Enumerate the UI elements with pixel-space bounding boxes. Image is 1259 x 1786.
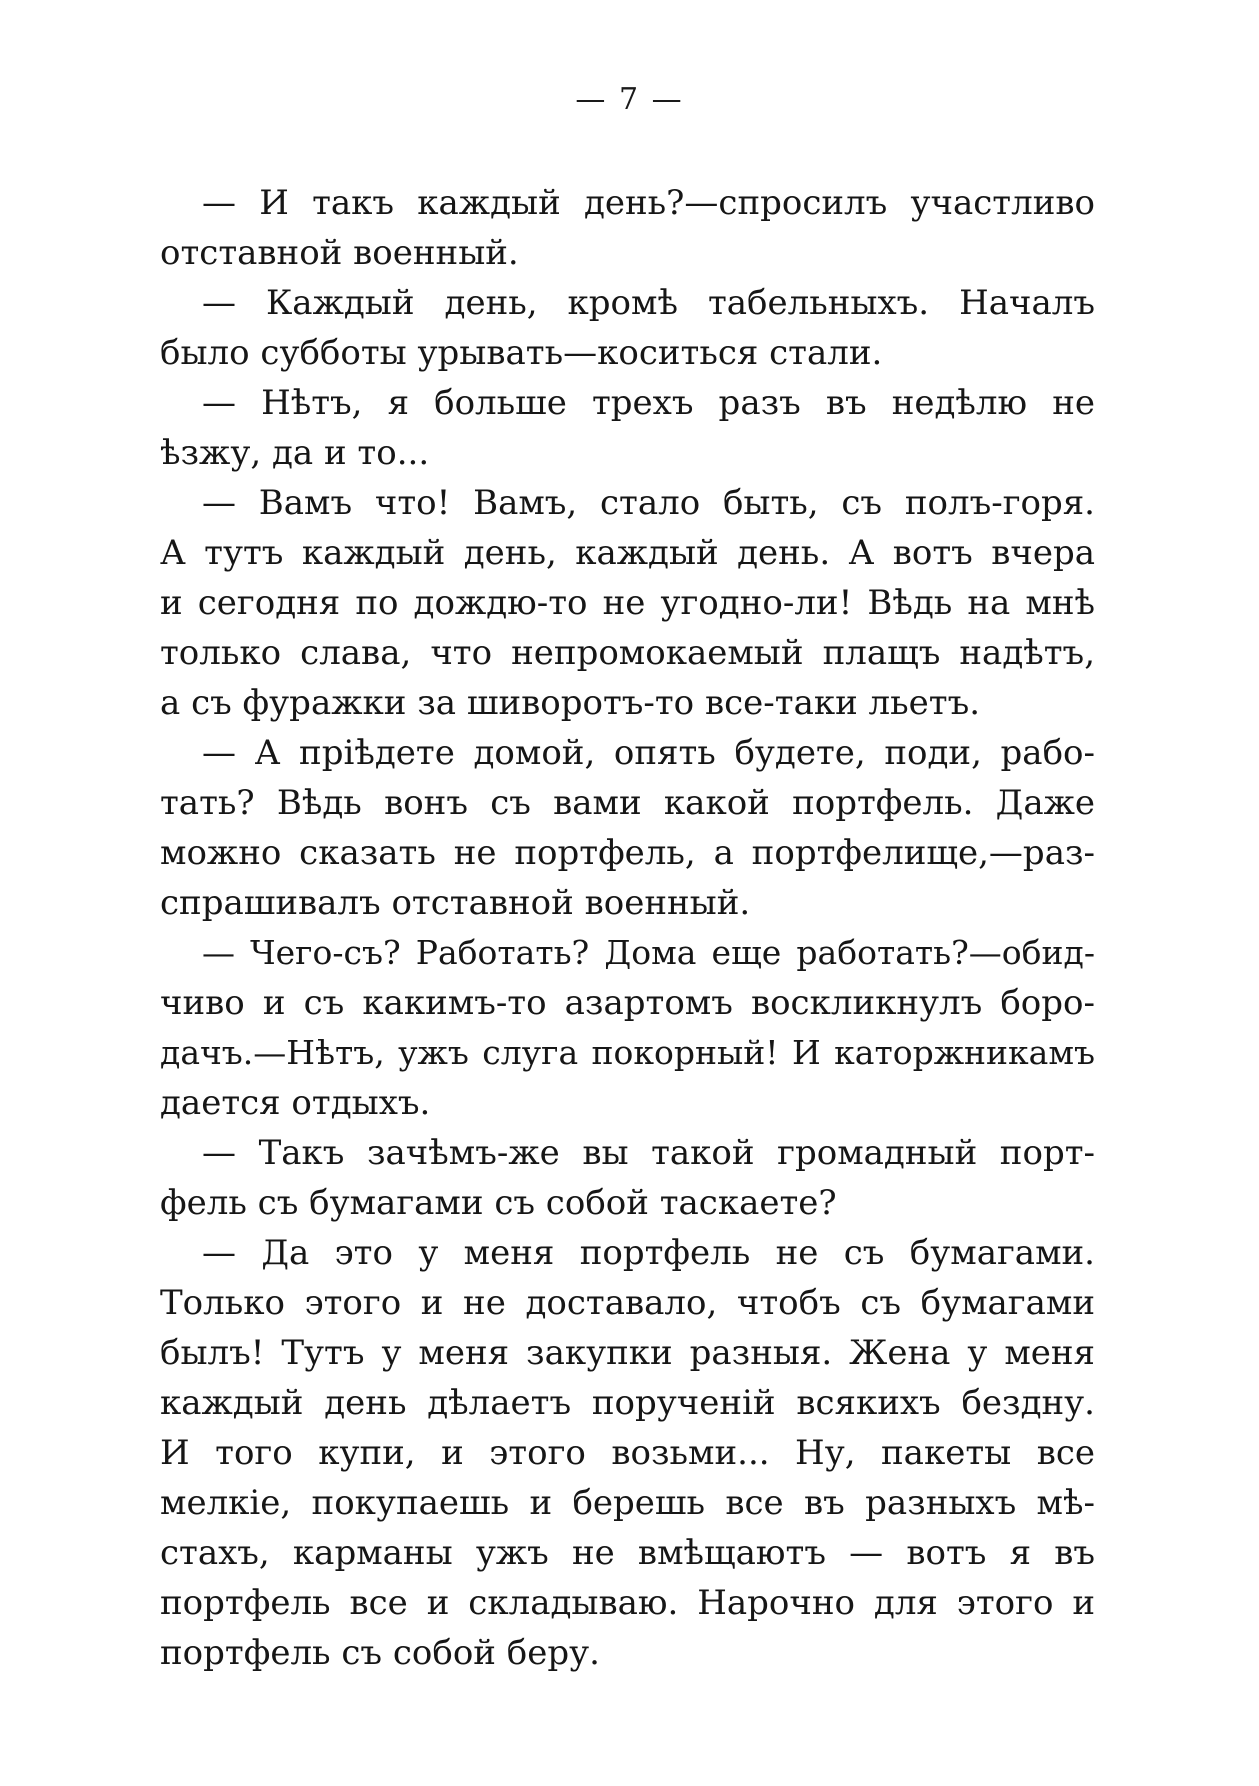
text-line: стахъ, карманы ужъ не вмѣщаютъ — вотъ я въ	[160, 1533, 1095, 1573]
text-line: — А пріѣдете домой, опять будете, поди, рабо-	[202, 733, 1095, 773]
text-line: чиво и съ какимъ-то азартомъ воскликнулъ боро-	[160, 983, 1095, 1023]
text-line: фель съ бумагами съ собой таскаете?	[160, 1183, 837, 1223]
text-line: А тутъ каждый день, каждый день. А вотъ вчера	[160, 533, 1095, 573]
text-line: и сегодня по дождю-то не угодно-ли! Вѣдь на мнѣ	[160, 583, 1095, 623]
text-line: — Вамъ что! Вамъ, стало быть, съ полъ-горя.	[202, 483, 1095, 523]
text-line: — Нѣтъ, я больше трехъ разъ въ недѣлю не	[202, 383, 1095, 423]
page-number: — 7 —	[575, 82, 684, 117]
text-line: тать? Вѣдь вонъ съ вами какой портфель. Даже	[160, 783, 1095, 823]
text-line: ѣзжу, да и то...	[160, 433, 430, 473]
text-line: портфель все и складываю. Нарочно для этого и	[160, 1583, 1095, 1623]
text-line: только слава, что непромокаемый плащъ надѣтъ,	[160, 633, 1095, 673]
text-line: мелкіе, покупаешь и берешь все въ разныхъ мѣ-	[160, 1483, 1095, 1523]
text-line: каждый день дѣлаетъ порученій всякихъ бездну.	[160, 1383, 1095, 1423]
text-line: — И такъ каждый день?—спросилъ участливо	[202, 183, 1095, 223]
text-line: — Чего-съ? Работать? Дома еще работать?—обид-	[202, 933, 1095, 972]
body-text	[160, 178, 1095, 1678]
text-line: можно сказать не портфель, а портфелище,—раз-	[160, 833, 1095, 873]
text-line: портфель съ собой беру.	[160, 1633, 600, 1673]
text-line: — Каждый день, кромѣ табельныхъ. Началъ	[202, 283, 1095, 323]
text-line: дается отдыхъ.	[160, 1083, 431, 1123]
text-line: а съ фуражки за шиворотъ-то все-таки льетъ.	[160, 683, 981, 723]
text-line: Только этого и не доставало, чтобъ съ бумагами	[160, 1283, 1095, 1323]
text-line: отставной военный.	[160, 233, 519, 273]
text-line: дачъ.—Нѣтъ, ужъ слуга покорный! И каторжникамъ	[160, 1033, 1095, 1072]
text-line: былъ! Тутъ у меня закупки разныя. Жена у меня	[160, 1333, 1095, 1373]
text-line: — Да это у меня портфель не съ бумагами.	[202, 1233, 1095, 1273]
text-line: было субботы урывать—коситься стали.	[160, 333, 883, 373]
text-line: И того купи, и этого возьми... Ну, пакеты все	[160, 1433, 1095, 1473]
text-line: спрашивалъ отставной военный.	[160, 883, 751, 923]
text-line: — Такъ зачѣмъ-же вы такой громадный порт-	[202, 1133, 1095, 1173]
